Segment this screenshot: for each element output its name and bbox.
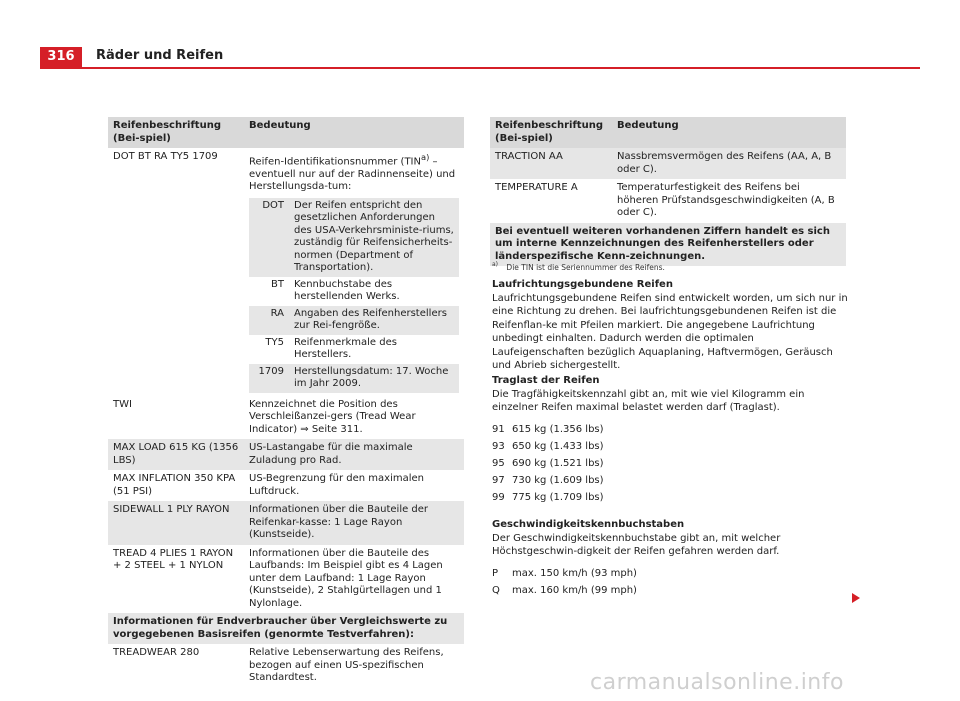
list-item: [492, 489, 848, 506]
table-row: [108, 148, 464, 396]
meaning-cell: Informationen über die Bauteile der Reifenkar-kasse: 1 Lage Rayon (Kunstseide).: [244, 501, 464, 545]
tin-code: RA: [249, 306, 289, 335]
tin-row: [249, 364, 459, 393]
section-heading: Laufrichtungsgebundene Reifen: [492, 279, 673, 290]
tin-code: BT: [271, 278, 284, 290]
speed-index-list: [492, 565, 848, 599]
list-key: P: [492, 567, 499, 579]
table-note: Bei eventuell weiteren vorhandenen Ziffern handelt es sich um interne Kennzeichnungen des Reifenherstellers oder länderspezifische Kenn-zeichnungen.: [490, 223, 846, 267]
marking-cell: TREAD 4 PLIES 1 RAYON + 2 STEEL + 1 NYLON: [113, 547, 234, 572]
tin-code: DOT: [249, 198, 289, 277]
marking-cell: MAX INFLATION 350 KPA (51 PSI): [113, 473, 236, 497]
section-body: Die Tragfähigkeitskennzahl gibt an, mit wie viel Kilogramm ein einzelner Reifen maximal belastet werden darf (Traglast).: [492, 388, 805, 413]
list-item: [492, 421, 848, 438]
tin-text: Herstellungsdatum: 17. Woche im Jahr 2009.: [289, 364, 459, 393]
tin-row: [249, 335, 459, 364]
list-item: [492, 472, 848, 489]
list-item: [492, 565, 848, 582]
page-title: Räder und Reifen: [96, 48, 224, 63]
meaning-cell: [244, 148, 464, 396]
tire-marking-table-right: [490, 117, 846, 266]
list-key: 97: [492, 474, 505, 486]
marking-cell: TREADWEAR 280: [113, 647, 200, 659]
meaning-cell: Nassbremsvermögen des Reifens (AA, A, B oder C).: [612, 148, 846, 179]
list-value: 730 kg (1.609 lbs): [512, 474, 604, 486]
list-value: 690 kg (1.521 lbs): [512, 457, 604, 469]
list-key: Q: [492, 584, 500, 596]
section-body: Laufrichtungsgebundene Reifen sind entwickelt worden, um sich nur in eine Richtung zu drehen. Bei laufrichtungsgebundenen Reifen ist die Reifenflan-ke mit Pfeilen markiert. Die angegebene Laufrichtung unbedingt einhalten. Dadurch werden die optimalen Laufeigenschaften bezüglich Aquaplaning, Haftvermögen, Geräusch und Abrieb sichergestellt.: [492, 292, 848, 371]
meaning-text-rest: – eventuell nur auf der Radinnenseite) und Herstellungsda-tum:: [249, 156, 456, 193]
list-value: 775 kg (1.709 lbs): [512, 491, 604, 503]
section-heading: Traglast der Reifen: [492, 375, 600, 386]
tin-code: 1709: [249, 364, 289, 393]
section-heading: Geschwindigkeitskennbuchstaben: [492, 519, 685, 530]
meaning-cell: Temperaturfestigkeit des Reifens bei höheren Prüfstandsgeschwindigkeiten (A, B oder C).: [617, 182, 835, 218]
meaning-cell: Relative Lebenserwartung des Reifens, bezogen auf einen US-spezifischen Standardtest.: [249, 647, 444, 684]
header-cell-marking: Reifenbeschriftung (Bei-spiel): [490, 117, 612, 148]
list-item: [492, 438, 848, 455]
header-cell-meaning: Bedeutung: [612, 117, 846, 148]
section-body: Der Geschwindigkeitskennbuchstabe gibt an, mit welcher Höchstgeschwin-digkeit der Reifen gefahren werden darf.: [492, 532, 781, 557]
list-value: max. 150 km/h (93 mph): [512, 567, 637, 579]
section-speed: [492, 518, 848, 599]
meaning-cell: US-Begrenzung für den maximalen Luftdruck.: [249, 473, 424, 497]
meaning-cell: US-Lastangabe für die maximale Zuladung pro Rad.: [244, 439, 464, 470]
list-key: 91: [492, 423, 505, 435]
section-direction: [492, 278, 848, 373]
marking-cell: DOT BT RA TY5 1709: [113, 151, 218, 162]
page-number: 316: [40, 47, 82, 67]
tin-breakdown-table: [249, 198, 459, 393]
table-row: [108, 396, 464, 440]
tin-text: Kennbuchstabe des herstellenden Werks.: [294, 278, 400, 303]
footnote-text: Die TIN ist die Seriennummer des Reifens.: [506, 262, 665, 272]
tin-code: TY5: [265, 336, 284, 348]
table-row: [490, 148, 846, 179]
table-row: [108, 470, 464, 501]
watermark: carmanualsonline.info: [590, 670, 844, 695]
footnote-marker: a): [420, 152, 430, 162]
tin-text: Reifenmerkmale des Herstellers.: [294, 336, 397, 361]
tin-text: Der Reifen entspricht den gesetzlichen Anforderungen des USA-Verkehrsministe-riums, zuständig für Reifensicherheits-normen (Department of Transportation).: [289, 198, 459, 277]
table-row: [108, 545, 464, 614]
tin-text: Angaben des Reifenherstellers zur Rei-fengröße.: [289, 306, 459, 335]
header-cell-meaning: Bedeutung: [244, 117, 464, 148]
marking-cell: SIDEWALL 1 PLY RAYON: [108, 501, 244, 545]
list-key: 99: [492, 491, 505, 503]
list-value: max. 160 km/h (99 mph): [512, 584, 637, 596]
tin-row: [249, 306, 459, 335]
marking-cell: TWI: [113, 398, 132, 410]
list-key: 95: [492, 457, 505, 469]
header-rule: [40, 67, 920, 69]
meaning-cell: Kennzeichnet die Position des Verschleißanzei-gers (Tread Wear Indicator) ⇒ Seite 311.: [249, 398, 416, 435]
tin-row: [249, 198, 459, 277]
table-note-row: [108, 613, 464, 644]
tire-marking-table-left: [108, 117, 464, 688]
continue-arrow-icon: [852, 593, 860, 603]
footnote: [492, 258, 848, 274]
list-value: 615 kg (1.356 lbs): [512, 423, 604, 435]
meaning-text: Reifen-Identifikationsnummer (TIN: [249, 156, 421, 168]
header-cell-marking: Reifenbeschriftung (Bei-spiel): [108, 117, 244, 148]
table-header-row: [108, 117, 464, 148]
marking-cell: TEMPERATURE A: [495, 182, 578, 193]
marking-cell: MAX LOAD 615 KG (1356 LBS): [108, 439, 244, 470]
table-row: [108, 439, 464, 470]
table-row: [108, 501, 464, 545]
section-load: [492, 374, 848, 506]
list-key: 93: [492, 440, 505, 452]
list-item: [492, 455, 848, 472]
marking-cell: TRACTION AA: [490, 148, 612, 179]
table-header-row: [490, 117, 846, 148]
list-item: [492, 582, 848, 599]
table-note: Informationen für Endverbraucher über Vergleichswerte zu vorgegebenen Basisreifen (genormte Testverfahren):: [108, 613, 464, 644]
load-index-list: [492, 421, 848, 506]
meaning-cell: Informationen über die Bauteile des Laufbands: Im Beispiel gibt es 4 Lagen unter dem Laufband: 1 Lage Rayon (Kunstseide), 2 Stahlgürtellagen und 1 Nylonlage.: [249, 547, 443, 609]
tin-row: [249, 277, 459, 306]
table-row: [108, 644, 464, 688]
list-value: 650 kg (1.433 lbs): [512, 440, 604, 452]
footnote-marker: a): [492, 261, 499, 268]
table-row: [490, 179, 846, 223]
